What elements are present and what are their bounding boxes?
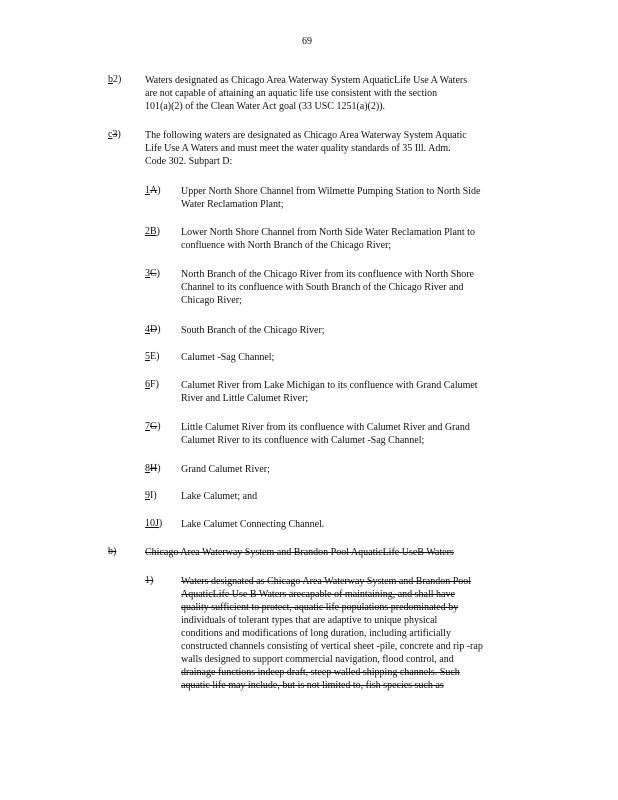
subitem-label	[145, 324, 161, 335]
old-letter: B	[150, 226, 157, 237]
old-letter: I	[150, 490, 154, 501]
subitem-label	[145, 379, 159, 390]
deleted-b-label: b)	[108, 546, 117, 557]
subitem-line: Lake Calumet; and	[181, 491, 258, 502]
item-b2-label	[108, 74, 121, 85]
old-letter: C	[150, 268, 157, 279]
item-c3-line: Life Use A Waters and must meet the water quality standards of 35 Ill. Adm.	[145, 143, 451, 154]
page-number: 69	[302, 36, 312, 47]
new-number: 2	[145, 226, 150, 237]
item-b2-line: Waters designated as Chicago Area Waterway System AquaticLife Use A Waters	[145, 75, 468, 86]
new-number: 1	[145, 185, 150, 196]
subitem-label	[145, 463, 161, 474]
deleted-b1-line: AquaticLife Use B Waters arecapable of maintaining, and shall have	[181, 589, 455, 600]
deleted-b1-line: Waters designated as Chicago Area Waterway System and Brandon Pool	[181, 576, 472, 587]
subitem-line: Grand Calumet River;	[181, 464, 270, 475]
new-number: 8	[145, 463, 150, 474]
old-letter: D	[150, 324, 158, 335]
new-number: 9	[145, 490, 150, 501]
paren: )	[157, 185, 161, 196]
subitem-label	[145, 351, 159, 362]
new-number: 7	[145, 421, 150, 432]
b1-line: individuals of tolerant types that are adaptive to unique physical	[181, 615, 438, 626]
paren: )	[153, 490, 157, 501]
subitem-line: Calumet River to its confluence with Calumet -Sag Channel;	[181, 435, 425, 446]
deleted-b1-label: 1)	[145, 575, 154, 586]
paren: )	[157, 324, 161, 335]
deleted-b-heading: Chicago Area Waterway System and Brandon Pool AquaticLife UseB Waters	[145, 547, 454, 558]
old-letter: A	[150, 185, 158, 196]
item-b2-line: 101(a)(2) of the Clean Water Act goal (33 USC 1251(a)(2)).	[145, 101, 386, 112]
b1-line: constructed channels consisting of vertical sheet -pile, concrete and rip -rap	[181, 641, 483, 652]
item-c3-label	[108, 129, 121, 140]
subitem-line: Water Reclamation Plant;	[181, 199, 284, 210]
b1-line: walls designed to support commercial navigation, flood control, and	[181, 654, 454, 665]
subitem-line: River and Little Calumet River;	[181, 393, 309, 404]
subitem-label	[145, 518, 162, 529]
paren: )	[156, 226, 161, 237]
label-struck: 3	[112, 129, 118, 140]
item-b2-line: are not capable of attaining an aquatic life use consistent with the section	[145, 88, 438, 99]
subitem-line: Little Calumet River from its confluence with Calumet River and Grand	[181, 422, 470, 433]
deleted-b1-line: drainage functions indeep draft, steep walled shipping channels. Such	[181, 667, 460, 678]
subitem-line: Channel to its confluence with South Branch of the Chicago River and	[181, 282, 464, 293]
subitem-line: confluence with North Branch of the Chicago River;	[181, 240, 392, 251]
b1-line: conditions and modifications of long duration, including artificially	[181, 628, 451, 639]
subitem-line: Calumet -Sag Channel;	[181, 352, 275, 363]
subitem-line: Lower North Shore Channel from North Side Water Reclamation Plant to	[181, 227, 475, 238]
subitem-line: South Branch of the Chicago River;	[181, 325, 325, 336]
paren: )	[156, 351, 160, 362]
new-number: 4	[145, 324, 150, 335]
paren: )	[158, 518, 163, 529]
paren: )	[156, 268, 161, 279]
paren: )	[157, 463, 161, 474]
item-c3-line: The following waters are designated as Chicago Area Waterway System Aquatic	[145, 130, 467, 141]
subitem-label	[145, 421, 161, 432]
new-number: 10	[145, 518, 155, 529]
deleted-b1-line: quality sufficient to protect, aquatic life populations predominated by	[181, 602, 459, 613]
subitem-line: North Branch of the Chicago River from its confluence with North Shore	[181, 269, 474, 280]
old-letter: H	[150, 463, 158, 474]
item-c3-line: Code 302. Subpart D:	[145, 156, 233, 167]
subitem-line: Calumet River from Lake Michigan to its confluence with Grand Calumet	[181, 380, 478, 391]
subitem-line: Lake Calumet Connecting Channel.	[181, 519, 325, 530]
new-number: 5	[145, 351, 150, 362]
old-letter: E	[150, 351, 157, 362]
paren: )	[155, 379, 159, 390]
deleted-b1-line: aquatic life may include, but is not limited to, fish species such as	[181, 680, 444, 691]
subitem-line: Chicago River;	[181, 295, 242, 306]
old-letter: J	[155, 518, 159, 529]
subitem-line: Upper North Shore Channel from Wilmette Pumping Station to North Side	[181, 186, 481, 197]
subitem-label	[145, 268, 160, 279]
subitem-label	[145, 490, 157, 501]
old-letter: F	[150, 379, 156, 390]
label-letter: c	[108, 129, 113, 140]
new-number: 3	[145, 268, 150, 279]
old-letter: G	[150, 421, 158, 432]
paren: )	[157, 421, 161, 432]
subitem-label	[145, 185, 161, 196]
label-letter: b	[108, 74, 113, 85]
label-paren: )	[117, 129, 121, 140]
label-number: 2)	[113, 74, 122, 85]
new-number: 6	[145, 379, 150, 390]
subitem-label	[145, 226, 160, 237]
